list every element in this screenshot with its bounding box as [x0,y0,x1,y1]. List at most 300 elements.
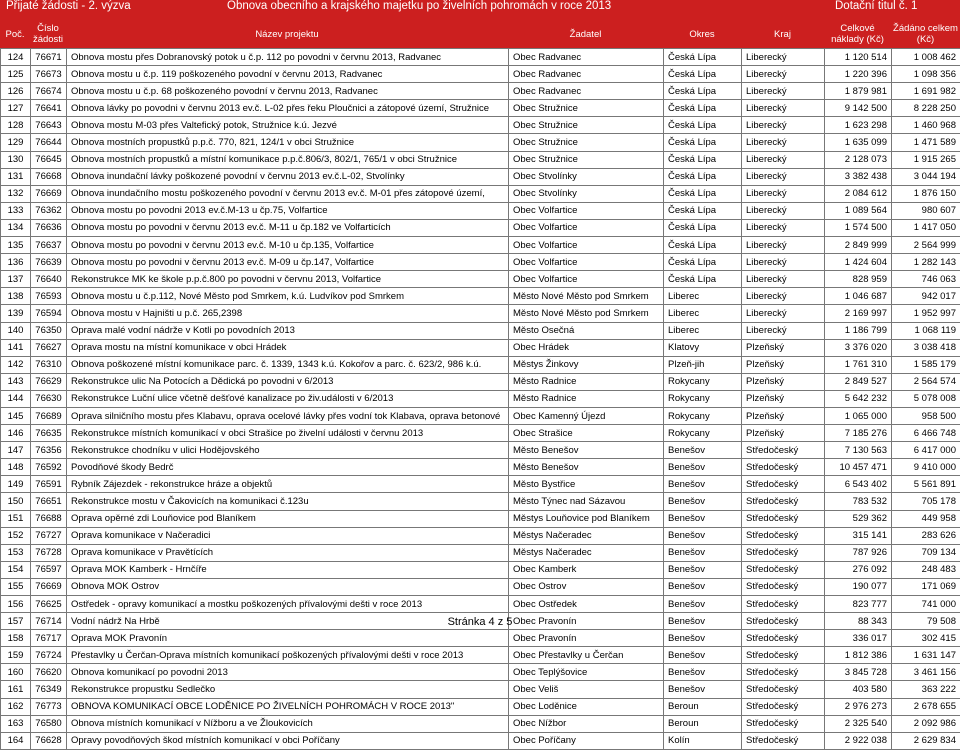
cell-region: Středočeský [742,681,825,698]
cell-application-number: 76635 [31,425,67,442]
cell-row-number: 158 [1,630,31,647]
cell-region: Liberecký [742,49,825,66]
cell-row-number: 159 [1,647,31,664]
cell-row-number: 132 [1,185,31,202]
cell-requested-amount: 79 508 [892,613,960,630]
cell-requested-amount: 5 078 008 [892,390,960,407]
col-header-cislo: Číslo žádosti [30,22,66,46]
cell-row-number: 147 [1,442,31,459]
cell-region: Plzeňský [742,390,825,407]
cell-applicant: Obec Stružnice [509,134,664,151]
cell-requested-amount: 171 069 [892,578,960,595]
cell-requested-amount: 1 952 997 [892,305,960,322]
cell-applicant: Obec Volfartice [509,219,664,236]
table-row [1,151,960,168]
cell-applicant: Město Radnice [509,373,664,390]
cell-applicant: Město Týnec nad Sázavou [509,493,664,510]
cell-project-name: Rybník Zájezdek - rekonstrukce hráze a objektů [67,476,509,493]
title-bar [0,0,960,16]
cell-total-costs: 2 922 038 [825,732,892,749]
cell-applicant: Město Bystřice [509,476,664,493]
cell-row-number: 162 [1,698,31,715]
table-row [1,356,960,373]
cell-project-name: Opravy povodňových škod místních komunikací v obci Poříčany [67,732,509,749]
cell-district: Liberec [664,322,742,339]
table-row [1,681,960,698]
cell-total-costs: 315 141 [825,527,892,544]
cell-total-costs: 823 777 [825,596,892,613]
cell-requested-amount: 6 466 748 [892,425,960,442]
cell-region: Liberecký [742,134,825,151]
cell-project-name: Rekonstrukce chodníku v ulici Hodějovského [67,442,509,459]
cell-row-number: 139 [1,305,31,322]
cell-project-name: Obnova MOK Ostrov [67,578,509,595]
cell-requested-amount: 2 092 986 [892,715,960,732]
cell-requested-amount: 1 471 589 [892,134,960,151]
table-row [1,100,960,117]
cell-district: Benešov [664,596,742,613]
table-row [1,442,960,459]
cell-region: Plzeňský [742,425,825,442]
table-row [1,561,960,578]
cell-region: Plzeňský [742,373,825,390]
cell-district: Benešov [664,664,742,681]
cell-region: Středočeský [742,510,825,527]
cell-region: Liberecký [742,305,825,322]
cell-applicant: Město Nové Město pod Smrkem [509,288,664,305]
cell-region: Středočeský [742,476,825,493]
table-row [1,185,960,202]
cell-total-costs: 2 976 273 [825,698,892,715]
cell-project-name: Obnova mostu po povodni 2013 ev.č.M-13 u čp.75, Volfartice [67,202,509,219]
cell-applicant: Město Benešov [509,442,664,459]
cell-region: Středočeský [742,647,825,664]
cell-project-name: Rekonstrukce mostu v Čakovicích na komunikaci č.123u [67,493,509,510]
cell-application-number: 76362 [31,202,67,219]
cell-project-name: Rekonstrukce propustku Sedlečko [67,681,509,698]
cell-total-costs: 1 186 799 [825,322,892,339]
cell-region: Liberecký [742,100,825,117]
cell-application-number: 76641 [31,100,67,117]
cell-requested-amount: 709 134 [892,544,960,561]
cell-total-costs: 1 120 514 [825,49,892,66]
cell-requested-amount: 1 631 147 [892,647,960,664]
cell-requested-amount: 283 626 [892,527,960,544]
cell-project-name: Rekonstrukce ulic Na Potocích a Dědická po povodni v 6/2013 [67,373,509,390]
cell-total-costs: 1 879 981 [825,83,892,100]
table-row [1,83,960,100]
cell-total-costs: 828 959 [825,271,892,288]
cell-total-costs: 3 376 020 [825,339,892,356]
table-row [1,305,960,322]
cell-total-costs: 787 926 [825,544,892,561]
cell-application-number: 76594 [31,305,67,322]
title-left: Přijaté žádosti - 2. výzva [6,0,131,12]
report-header [0,0,960,48]
cell-region: Liberecký [742,219,825,236]
cell-requested-amount: 5 561 891 [892,476,960,493]
title-center: Obnova obecního a krajského majetku po živelních pohromách v roce 2013 [227,0,611,12]
cell-requested-amount: 1 282 143 [892,254,960,271]
cell-region: Liberecký [742,168,825,185]
cell-row-number: 124 [1,49,31,66]
table-row [1,202,960,219]
cell-requested-amount: 980 607 [892,202,960,219]
cell-region: Liberecký [742,237,825,254]
cell-project-name: Rekonstrukce místních komunikací v obci Strašice po živelní události v červnu 2013 [67,425,509,442]
table-row [1,715,960,732]
cell-total-costs: 190 077 [825,578,892,595]
table-row [1,339,960,356]
col-header-zadano: Žádáno celkem (Kč) [891,22,960,46]
cell-application-number: 76592 [31,459,67,476]
cell-region: Středočeský [742,630,825,647]
cell-total-costs: 2 849 999 [825,237,892,254]
cell-row-number: 142 [1,356,31,373]
cell-district: Benešov [664,613,742,630]
cell-row-number: 138 [1,288,31,305]
cell-application-number: 76637 [31,237,67,254]
cell-district: Česká Lípa [664,151,742,168]
table-row [1,322,960,339]
cell-application-number: 76669 [31,578,67,595]
cell-project-name: Obnova poškozené místní komunikace parc. č. 1339, 1343 k.ú. Kokořov a parc. č. 623/2, 986 k.ú. [67,356,509,373]
cell-row-number: 151 [1,510,31,527]
cell-application-number: 76728 [31,544,67,561]
cell-requested-amount: 363 222 [892,681,960,698]
cell-row-number: 160 [1,664,31,681]
cell-requested-amount: 8 228 250 [892,100,960,117]
cell-application-number: 76671 [31,49,67,66]
cell-district: Beroun [664,715,742,732]
cell-row-number: 130 [1,151,31,168]
cell-district: Česká Lípa [664,237,742,254]
cell-region: Středočeský [742,442,825,459]
cell-row-number: 164 [1,732,31,749]
cell-application-number: 76644 [31,134,67,151]
cell-district: Rokycany [664,390,742,407]
cell-district: Benešov [664,510,742,527]
cell-row-number: 126 [1,83,31,100]
cell-project-name: OBNOVA KOMUNIKACÍ OBCE LODĚNICE PO ŽIVELNÍCH POHROMÁCH V ROCE 2013" [67,698,509,715]
cell-application-number: 76640 [31,271,67,288]
cell-project-name: Obnova místních komunikací v Nížboru a ve Žloukovicích [67,715,509,732]
cell-project-name: Obnova lávky po povodni v červnu 2013 ev.č. L-02 přes řeku Ploučnici a zátopové území, Stružnice [67,100,509,117]
cell-total-costs: 1 424 604 [825,254,892,271]
cell-applicant: Obec Pravonín [509,630,664,647]
cell-requested-amount: 449 958 [892,510,960,527]
cell-district: Benešov [664,647,742,664]
cell-region: Liberecký [742,185,825,202]
cell-applicant: Obec Kamenný Újezd [509,407,664,424]
cell-district: Česká Lípa [664,100,742,117]
cell-project-name: Obnova mostních propustků p.p.č. 770, 821, 124/1 v obci Stružnice [67,134,509,151]
table-row [1,578,960,595]
cell-total-costs: 2 169 997 [825,305,892,322]
cell-project-name: Vodní nádrž Na Hrbě [67,613,509,630]
cell-row-number: 127 [1,100,31,117]
cell-region: Liberecký [742,66,825,83]
cell-applicant: Obec Kamberk [509,561,664,578]
cell-row-number: 156 [1,596,31,613]
cell-requested-amount: 1 098 356 [892,66,960,83]
cell-application-number: 76593 [31,288,67,305]
cell-application-number: 76674 [31,83,67,100]
cell-project-name: Obnova mostu v Hajništi u p.č. 265,2398 [67,305,509,322]
cell-region: Středočeský [742,578,825,595]
table-row [1,476,960,493]
cell-total-costs: 1 635 099 [825,134,892,151]
cell-application-number: 76724 [31,647,67,664]
cell-project-name: Obnova inundačního mostu poškozeného povodní v červnu 2013 ev.č. M-01 přes zátopové území, [67,185,509,202]
cell-total-costs: 1 046 687 [825,288,892,305]
cell-applicant: Obec Pravonín [509,613,664,630]
cell-region: Plzeňský [742,339,825,356]
cell-applicant: Městys Louňovice pod Blaníkem [509,510,664,527]
cell-region: Plzeňský [742,407,825,424]
cell-district: Benešov [664,493,742,510]
cell-applicant: Město Radnice [509,390,664,407]
cell-applicant: Obec Hrádek [509,339,664,356]
cell-district: Rokycany [664,407,742,424]
cell-region: Středočeský [742,596,825,613]
cell-row-number: 153 [1,544,31,561]
cell-project-name: Obnova mostu po povodni v červnu 2013 ev.č. M-11 u čp.182 ve Volfarticích [67,219,509,236]
cell-total-costs: 2 128 073 [825,151,892,168]
cell-total-costs: 7 130 563 [825,442,892,459]
cell-district: Liberec [664,305,742,322]
table-row [1,630,960,647]
cell-application-number: 76597 [31,561,67,578]
cell-applicant: Obec Volfartice [509,271,664,288]
cell-row-number: 150 [1,493,31,510]
cell-total-costs: 10 457 471 [825,459,892,476]
table-row [1,134,960,151]
cell-project-name: Rekonstrukce MK ke škole p.p.č.800 po povodni v červnu 2013, Volfartice [67,271,509,288]
cell-applicant: Obec Stružnice [509,100,664,117]
cell-district: Benešov [664,442,742,459]
cell-requested-amount: 2 564 574 [892,373,960,390]
cell-applicant: Obec Stružnice [509,117,664,134]
cell-region: Středočeský [742,493,825,510]
cell-district: Česká Lípa [664,117,742,134]
cell-total-costs: 9 142 500 [825,100,892,117]
cell-applicant: Obec Teplýšovice [509,664,664,681]
cell-row-number: 131 [1,168,31,185]
cell-project-name: Rekonstrukce Luční ulice včetně dešťové kanalizace po živ.události v 6/2013 [67,390,509,407]
cell-row-number: 136 [1,254,31,271]
cell-region: Liberecký [742,322,825,339]
cell-applicant: Obec Volfartice [509,202,664,219]
cell-requested-amount: 3 044 194 [892,168,960,185]
col-header-kraj: Kraj [741,22,824,46]
cell-application-number: 76349 [31,681,67,698]
cell-region: Středočeský [742,698,825,715]
cell-project-name: Obnova mostu u č.p. 119 poškozeného povodní v červnu 2013, Radvanec [67,66,509,83]
applications-table [0,48,960,750]
cell-district: Česká Lípa [664,49,742,66]
cell-applicant: Obec Volfartice [509,237,664,254]
table-row [1,510,960,527]
cell-application-number: 76629 [31,373,67,390]
cell-district: Benešov [664,544,742,561]
cell-application-number: 76628 [31,732,67,749]
cell-region: Liberecký [742,202,825,219]
cell-application-number: 76645 [31,151,67,168]
cell-district: Česká Lípa [664,168,742,185]
table-row [1,288,960,305]
cell-requested-amount: 2 678 655 [892,698,960,715]
cell-application-number: 76350 [31,322,67,339]
cell-row-number: 146 [1,425,31,442]
cell-applicant: Obec Přestavlky u Čerčan [509,647,664,664]
cell-total-costs: 1 065 000 [825,407,892,424]
cell-applicant: Obec Stružnice [509,151,664,168]
cell-application-number: 76580 [31,715,67,732]
cell-requested-amount: 3 038 418 [892,339,960,356]
cell-row-number: 140 [1,322,31,339]
col-header-zadatel: Žadatel [508,22,663,46]
table-row [1,698,960,715]
cell-project-name: Oprava komunikace v Načeradici [67,527,509,544]
cell-region: Středočeský [742,732,825,749]
cell-requested-amount: 1 417 050 [892,219,960,236]
cell-district: Plzeň-jih [664,356,742,373]
cell-district: Česká Lípa [664,134,742,151]
cell-district: Liberec [664,288,742,305]
cell-region: Liberecký [742,271,825,288]
column-header-row [0,22,960,46]
cell-project-name: Oprava silničního mostu přes Klabavu, oprava ocelové lávky přes vodní tok Klabava, oprava betonové [67,407,509,424]
cell-row-number: 145 [1,407,31,424]
cell-district: Rokycany [664,373,742,390]
cell-district: Česká Lípa [664,254,742,271]
cell-row-number: 137 [1,271,31,288]
cell-requested-amount: 705 178 [892,493,960,510]
cell-application-number: 76636 [31,219,67,236]
cell-row-number: 133 [1,202,31,219]
cell-application-number: 76356 [31,442,67,459]
cell-project-name: Přestavlky u Čerčan-Oprava místních komunikací poškozených přívalovými dešti v roce 2013 [67,647,509,664]
cell-requested-amount: 6 417 000 [892,442,960,459]
cell-requested-amount: 1 691 982 [892,83,960,100]
cell-row-number: 125 [1,66,31,83]
cell-application-number: 76673 [31,66,67,83]
cell-applicant: Město Nové Město pod Smrkem [509,305,664,322]
cell-row-number: 149 [1,476,31,493]
table-row [1,237,960,254]
cell-applicant: Obec Nížbor [509,715,664,732]
table-row [1,425,960,442]
cell-region: Liberecký [742,254,825,271]
cell-applicant: Obec Strašice [509,425,664,442]
cell-application-number: 76639 [31,254,67,271]
cell-requested-amount: 741 000 [892,596,960,613]
cell-total-costs: 1 623 298 [825,117,892,134]
cell-requested-amount: 3 461 156 [892,664,960,681]
cell-project-name: Obnova mostních propustků a místní komunikace p.p.č.806/3, 802/1, 765/1 v obci Stružnice [67,151,509,168]
col-header-naklady: Celkové náklady (Kč) [824,22,891,46]
cell-row-number: 157 [1,613,31,630]
cell-total-costs: 2 325 540 [825,715,892,732]
cell-project-name: Oprava MOK Pravonín [67,630,509,647]
table-row [1,271,960,288]
cell-application-number: 76620 [31,664,67,681]
cell-region: Středočeský [742,544,825,561]
table-row [1,117,960,134]
col-header-nazev: Název projektu [66,22,508,46]
table-row [1,168,960,185]
cell-application-number: 76591 [31,476,67,493]
cell-requested-amount: 1 460 968 [892,117,960,134]
cell-requested-amount: 2 564 999 [892,237,960,254]
cell-total-costs: 5 642 232 [825,390,892,407]
cell-requested-amount: 746 063 [892,271,960,288]
table-row [1,664,960,681]
cell-row-number: 135 [1,237,31,254]
cell-project-name: Oprava opěrné zdi Louňovice pod Blaníkem [67,510,509,527]
cell-project-name: Obnova mostu u č.p. 68 poškozeného povodní v červnu 2013, Radvanec [67,83,509,100]
cell-row-number: 143 [1,373,31,390]
cell-application-number: 76643 [31,117,67,134]
col-header-okres: Okres [663,22,741,46]
cell-total-costs: 336 017 [825,630,892,647]
cell-project-name: Obnova mostu M-03 přes Valtefický potok, Stružnice k.ú. Jezvé [67,117,509,134]
cell-application-number: 76688 [31,510,67,527]
cell-district: Česká Lípa [664,219,742,236]
cell-row-number: 155 [1,578,31,595]
cell-region: Liberecký [742,151,825,168]
cell-row-number: 129 [1,134,31,151]
cell-total-costs: 1 574 500 [825,219,892,236]
cell-project-name: Oprava malé vodní nádrže v Kotli po povodních 2013 [67,322,509,339]
table-row [1,407,960,424]
cell-applicant: Obec Radvanec [509,49,664,66]
table-row [1,254,960,271]
cell-applicant: Obec Ostředek [509,596,664,613]
table-row [1,647,960,664]
cell-total-costs: 1 812 386 [825,647,892,664]
cell-project-name: Obnova mostu přes Dobranovský potok u č.p. 112 po povodni v červnu 2013, Radvanec [67,49,509,66]
cell-application-number: 76668 [31,168,67,185]
cell-district: Kolín [664,732,742,749]
cell-row-number: 154 [1,561,31,578]
table-row [1,459,960,476]
cell-district: Rokycany [664,425,742,442]
cell-application-number: 76717 [31,630,67,647]
cell-requested-amount: 1 068 119 [892,322,960,339]
cell-applicant: Obec Radvanec [509,66,664,83]
cell-application-number: 76727 [31,527,67,544]
cell-total-costs: 6 543 402 [825,476,892,493]
cell-total-costs: 2 084 612 [825,185,892,202]
col-header-poc: Poč. [0,22,30,46]
cell-applicant: Obec Volfartice [509,254,664,271]
cell-applicant: Město Benešov [509,459,664,476]
cell-project-name: Obnova inundační lávky poškozené povodní v červnu 2013 ev.č.L-02, Stvolínky [67,168,509,185]
cell-row-number: 141 [1,339,31,356]
cell-region: Liberecký [742,83,825,100]
cell-project-name: Ostředek - opravy komunikací a mostku poškozených přívalovými dešti v roce 2013 [67,596,509,613]
cell-requested-amount: 248 483 [892,561,960,578]
cell-requested-amount: 302 415 [892,630,960,647]
cell-district: Klatovy [664,339,742,356]
cell-total-costs: 1 089 564 [825,202,892,219]
cell-district: Benešov [664,561,742,578]
table-row [1,66,960,83]
table-row [1,732,960,749]
cell-application-number: 76714 [31,613,67,630]
